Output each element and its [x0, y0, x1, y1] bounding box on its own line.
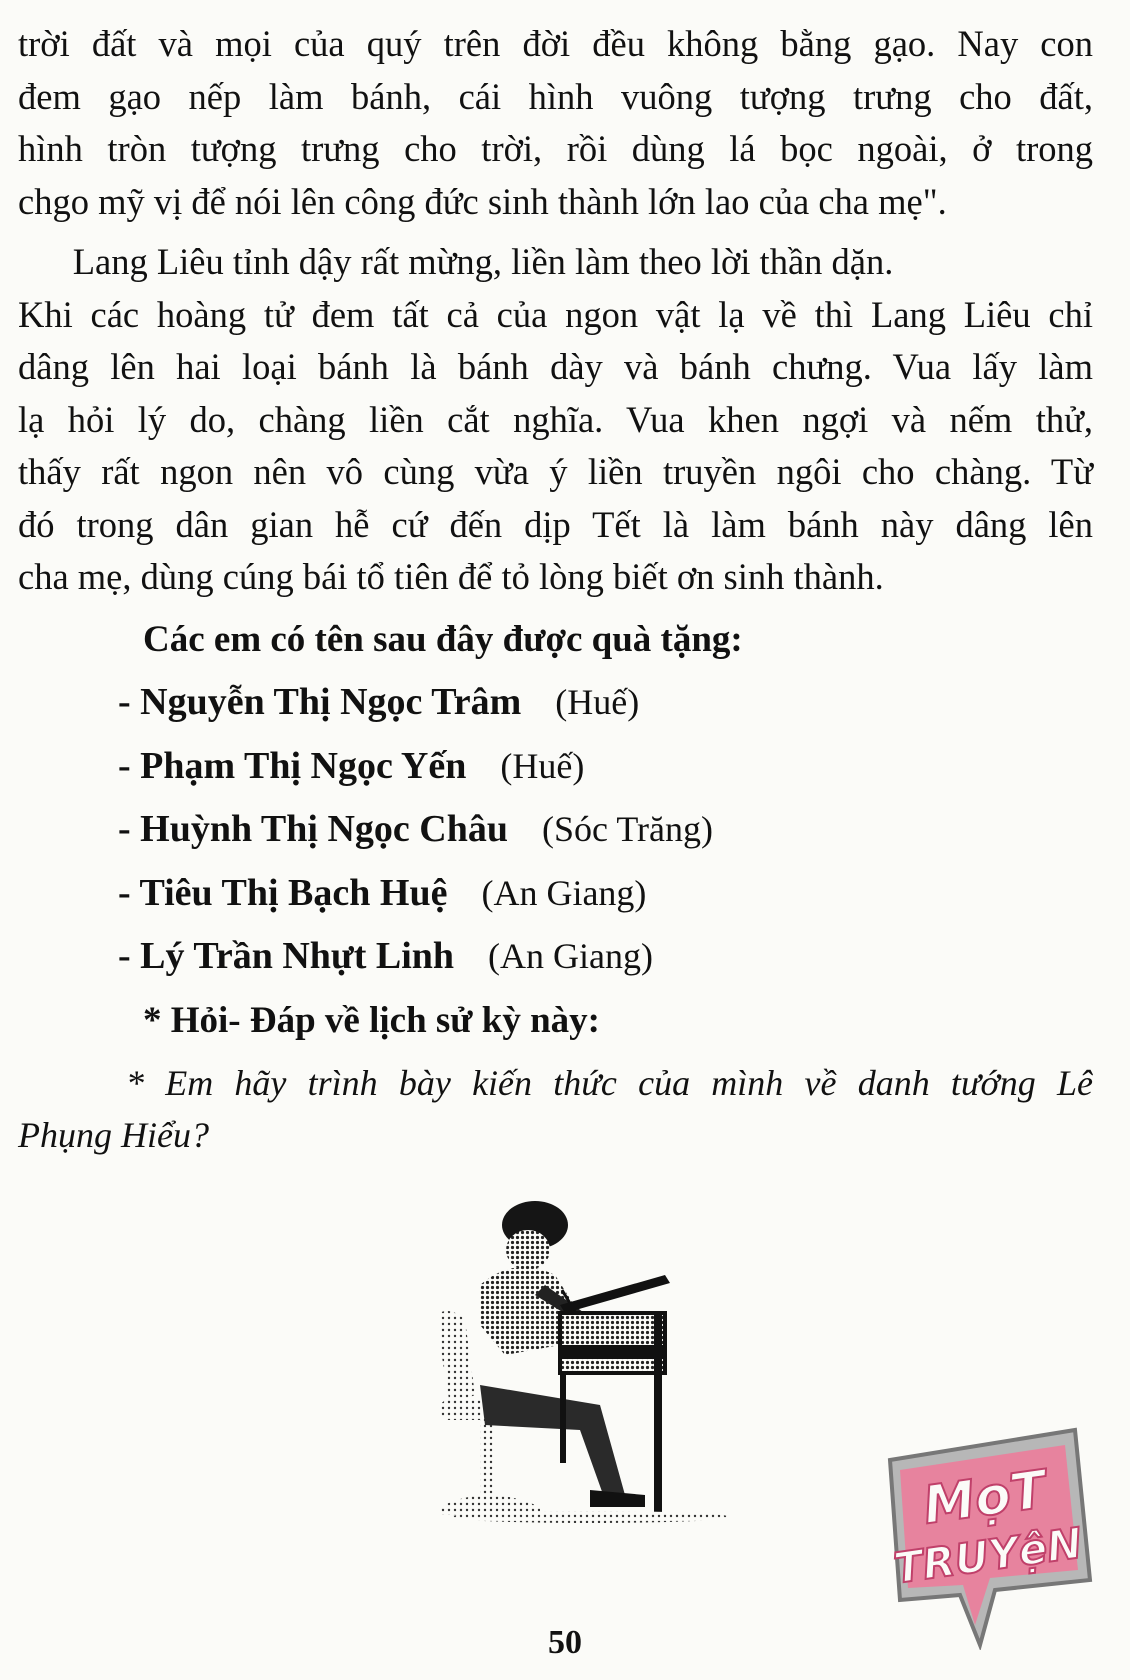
paragraph-line: hình tròn tượng trưng cho trời, rồi dùng lá bọc ngoài, ở trong [18, 128, 1093, 169]
paragraph-2 [18, 236, 1093, 604]
paragraph-line: Khi các hoàng tử đem tất cả của ngon vật lạ về thì Lang Liêu chỉ [18, 293, 1093, 335]
winner-place: (An Giang) [481, 872, 647, 913]
paragraph-1 [18, 18, 1093, 228]
watermark-line2: TRUYệN [890, 1518, 1086, 1594]
speech-bubble-logo-icon [875, 1420, 1105, 1650]
qa-question-line: * Em hãy trình bày kiến thức của mình về danh tướng Lê [126, 1063, 1093, 1103]
winner-name: - Lý Trần Nhựt Linh [118, 935, 455, 977]
winner-name: - Tiêu Thị Bạch Huệ [118, 871, 448, 914]
winner-list [118, 673, 713, 991]
paragraph-line: Lang Liêu tỉnh dậy rất mừng, liền làm theo lời thần dặn. [18, 241, 894, 282]
list-item [118, 927, 713, 991]
student-writing-at-desk-illustration [440, 1195, 740, 1535]
paragraph-line: đem gạo nếp làm bánh, cái hình vuông tượng trưng cho đất, [18, 75, 1093, 117]
qa-title: * Hỏi- Đáp về lịch sử kỳ này: [143, 1000, 600, 1041]
qa-question-line: Phụng Hiểu? [18, 1115, 209, 1155]
paragraph-line: cha mẹ, dùng cúng bái tổ tiên để tỏ lòng biết ơn sinh thành. [18, 556, 884, 597]
winner-name: - Nguyễn Thị Ngọc Trâm [118, 681, 522, 723]
paragraph-line: thấy rất ngon nên vô cùng vừa ý liền truyền ngôi cho chàng. Từ [18, 451, 1093, 492]
paragraph-line: lạ hỏi lý do, chàng liền cắt nghĩa. Vua khen ngợi và nếm thử, [18, 398, 1093, 440]
list-item [118, 800, 713, 864]
paragraph-line: chgo mỹ vị để nói lên công đức sinh thành lớn lao của cha mẹ". [18, 180, 947, 222]
page-number: 50 [548, 1624, 582, 1661]
list-item [118, 737, 713, 801]
winner-name: - Phạm Thị Ngọc Yến [118, 744, 467, 787]
prize-heading: Các em có tên sau đây được quà tặng: [143, 619, 743, 660]
paragraph-line: dâng lên hai loại bánh là bánh dày và bánh chưng. Vua lấy làm [18, 346, 1093, 387]
list-item [118, 864, 713, 928]
list-item [118, 673, 713, 737]
winner-place: (An Giang) [488, 936, 653, 976]
winner-name: - Huỳnh Thị Ngọc Châu [118, 808, 508, 850]
winner-place: (Sóc Trăng) [541, 809, 714, 849]
winner-place: (Huế) [555, 682, 640, 722]
paragraph-line: đó trong dân gian hễ cứ đến dịp Tết là làm bánh này dâng lên [18, 503, 1093, 545]
winner-place: (Huế) [500, 745, 585, 786]
qa-question [18, 1057, 1093, 1161]
paragraph-line: trời đất và mọi của quý trên đời đều không bằng gạo. Nay con [18, 23, 1093, 64]
watermark-line1: MọT [919, 1459, 1050, 1537]
